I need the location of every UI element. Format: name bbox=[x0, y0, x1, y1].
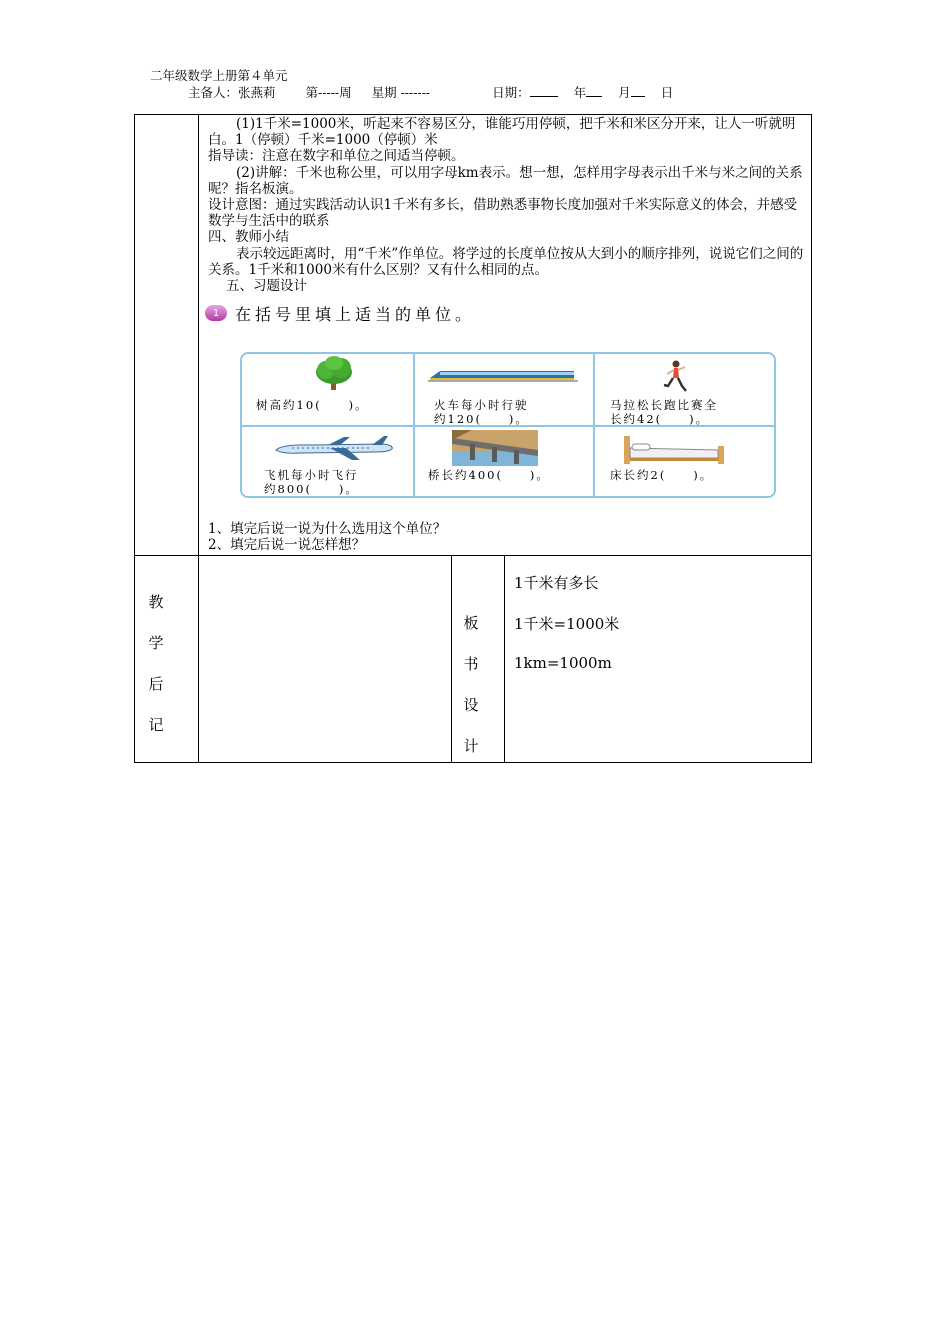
year-label: 年 bbox=[573, 85, 587, 100]
preparer: 主备人：张燕莉 bbox=[188, 85, 276, 100]
table-col-divider-2 bbox=[451, 555, 452, 763]
paragraph-summary: 表示较远距离时，用“千米”作单位。将学过的长度单位按从大到小的顺序排列，说说它们之间的关系。1千米和1000米有什么区别？又有什么相同的点。 bbox=[208, 245, 804, 278]
paragraph-guided-reading: 指导读：注意在数字和单位之间适当停顿。 bbox=[208, 148, 465, 165]
table-col-divider bbox=[198, 114, 199, 763]
board-design-label: 板 书 设 计 bbox=[463, 614, 479, 755]
table-row-divider bbox=[134, 555, 812, 556]
paragraph-stress-reading: (1)1千米=1000米，听起来不容易区分，谁能巧用停顿，把千米和米区分开来，让人一听就明白。1（停顿）千米=1000（停顿）米 bbox=[208, 116, 796, 149]
exercise-grid bbox=[240, 352, 776, 498]
question-2: 2、填完后说一说怎样想？ bbox=[208, 537, 366, 554]
year-blank bbox=[530, 84, 558, 97]
header-meta bbox=[188, 83, 689, 101]
board-line-conversion: 1千米=1000米 bbox=[514, 615, 620, 633]
bed-icon bbox=[622, 432, 726, 466]
day-label: 日 bbox=[660, 85, 674, 100]
exercise-cell-airplane: 飞机每小时飞行 约800( )。 bbox=[264, 468, 359, 496]
train-icon bbox=[428, 368, 578, 382]
afterword-label: 教 学 后 记 bbox=[148, 593, 164, 734]
day-blank bbox=[631, 84, 645, 97]
table-border-left bbox=[134, 114, 135, 763]
paragraph-explanation: (2)讲解：千米也称公里，可以用字母km表示。想一想，怎样用字母表示出千米与米之间的关系呢？指名板演。 bbox=[208, 164, 803, 197]
section-heading-exercises: 五、习题设计 bbox=[226, 278, 307, 295]
exercise-number-badge: 1 bbox=[205, 305, 227, 321]
exercise-cell-bridge: 桥长约400( )。 bbox=[428, 468, 550, 482]
runner-icon bbox=[660, 360, 690, 394]
tree-icon bbox=[312, 356, 356, 392]
weekday: 星期 ------- bbox=[371, 85, 431, 100]
month-label: 月 bbox=[618, 85, 631, 100]
table-border-top bbox=[134, 114, 812, 115]
exercise-cell-tree: 树高约10( )。 bbox=[256, 398, 369, 412]
table-col-divider-3 bbox=[504, 555, 505, 763]
unit-title: 二年级数学上册第４单元 bbox=[150, 68, 288, 83]
lesson-content bbox=[208, 116, 808, 294]
question-1: 1、填完后说一说为什么选用这个单位？ bbox=[208, 521, 447, 537]
month-blank bbox=[586, 84, 602, 97]
exercise-cell-marathon: 马拉松长跑比赛全 长约42( )。 bbox=[610, 398, 718, 426]
week: 第-----周 bbox=[305, 85, 352, 100]
paragraph-design-intent: 设计意图：通过实践活动认识1千米有多长，借助熟悉事物长度加强对千米实际意义的体会，并感受数学与生活中的联系 bbox=[208, 197, 798, 230]
exercise-title bbox=[205, 302, 475, 324]
section-heading-summary: 四、教师小结 bbox=[208, 229, 289, 246]
board-line-symbols: 1km=1000m bbox=[514, 654, 612, 672]
bridge-icon bbox=[452, 430, 538, 466]
date-label: 日期： bbox=[492, 85, 530, 100]
exercise-cell-train: 火车每小时行驶 约120( )。 bbox=[434, 398, 529, 426]
exercise-cell-bed: 床长约2( )。 bbox=[610, 468, 714, 482]
board-line-title: 1千米有多长 bbox=[514, 574, 599, 592]
table-border-right bbox=[811, 114, 812, 763]
airplane-icon bbox=[272, 434, 396, 462]
exercise-title-text: 在括号里填上适当的单位。 bbox=[235, 304, 476, 324]
exercise-questions bbox=[208, 521, 808, 553]
